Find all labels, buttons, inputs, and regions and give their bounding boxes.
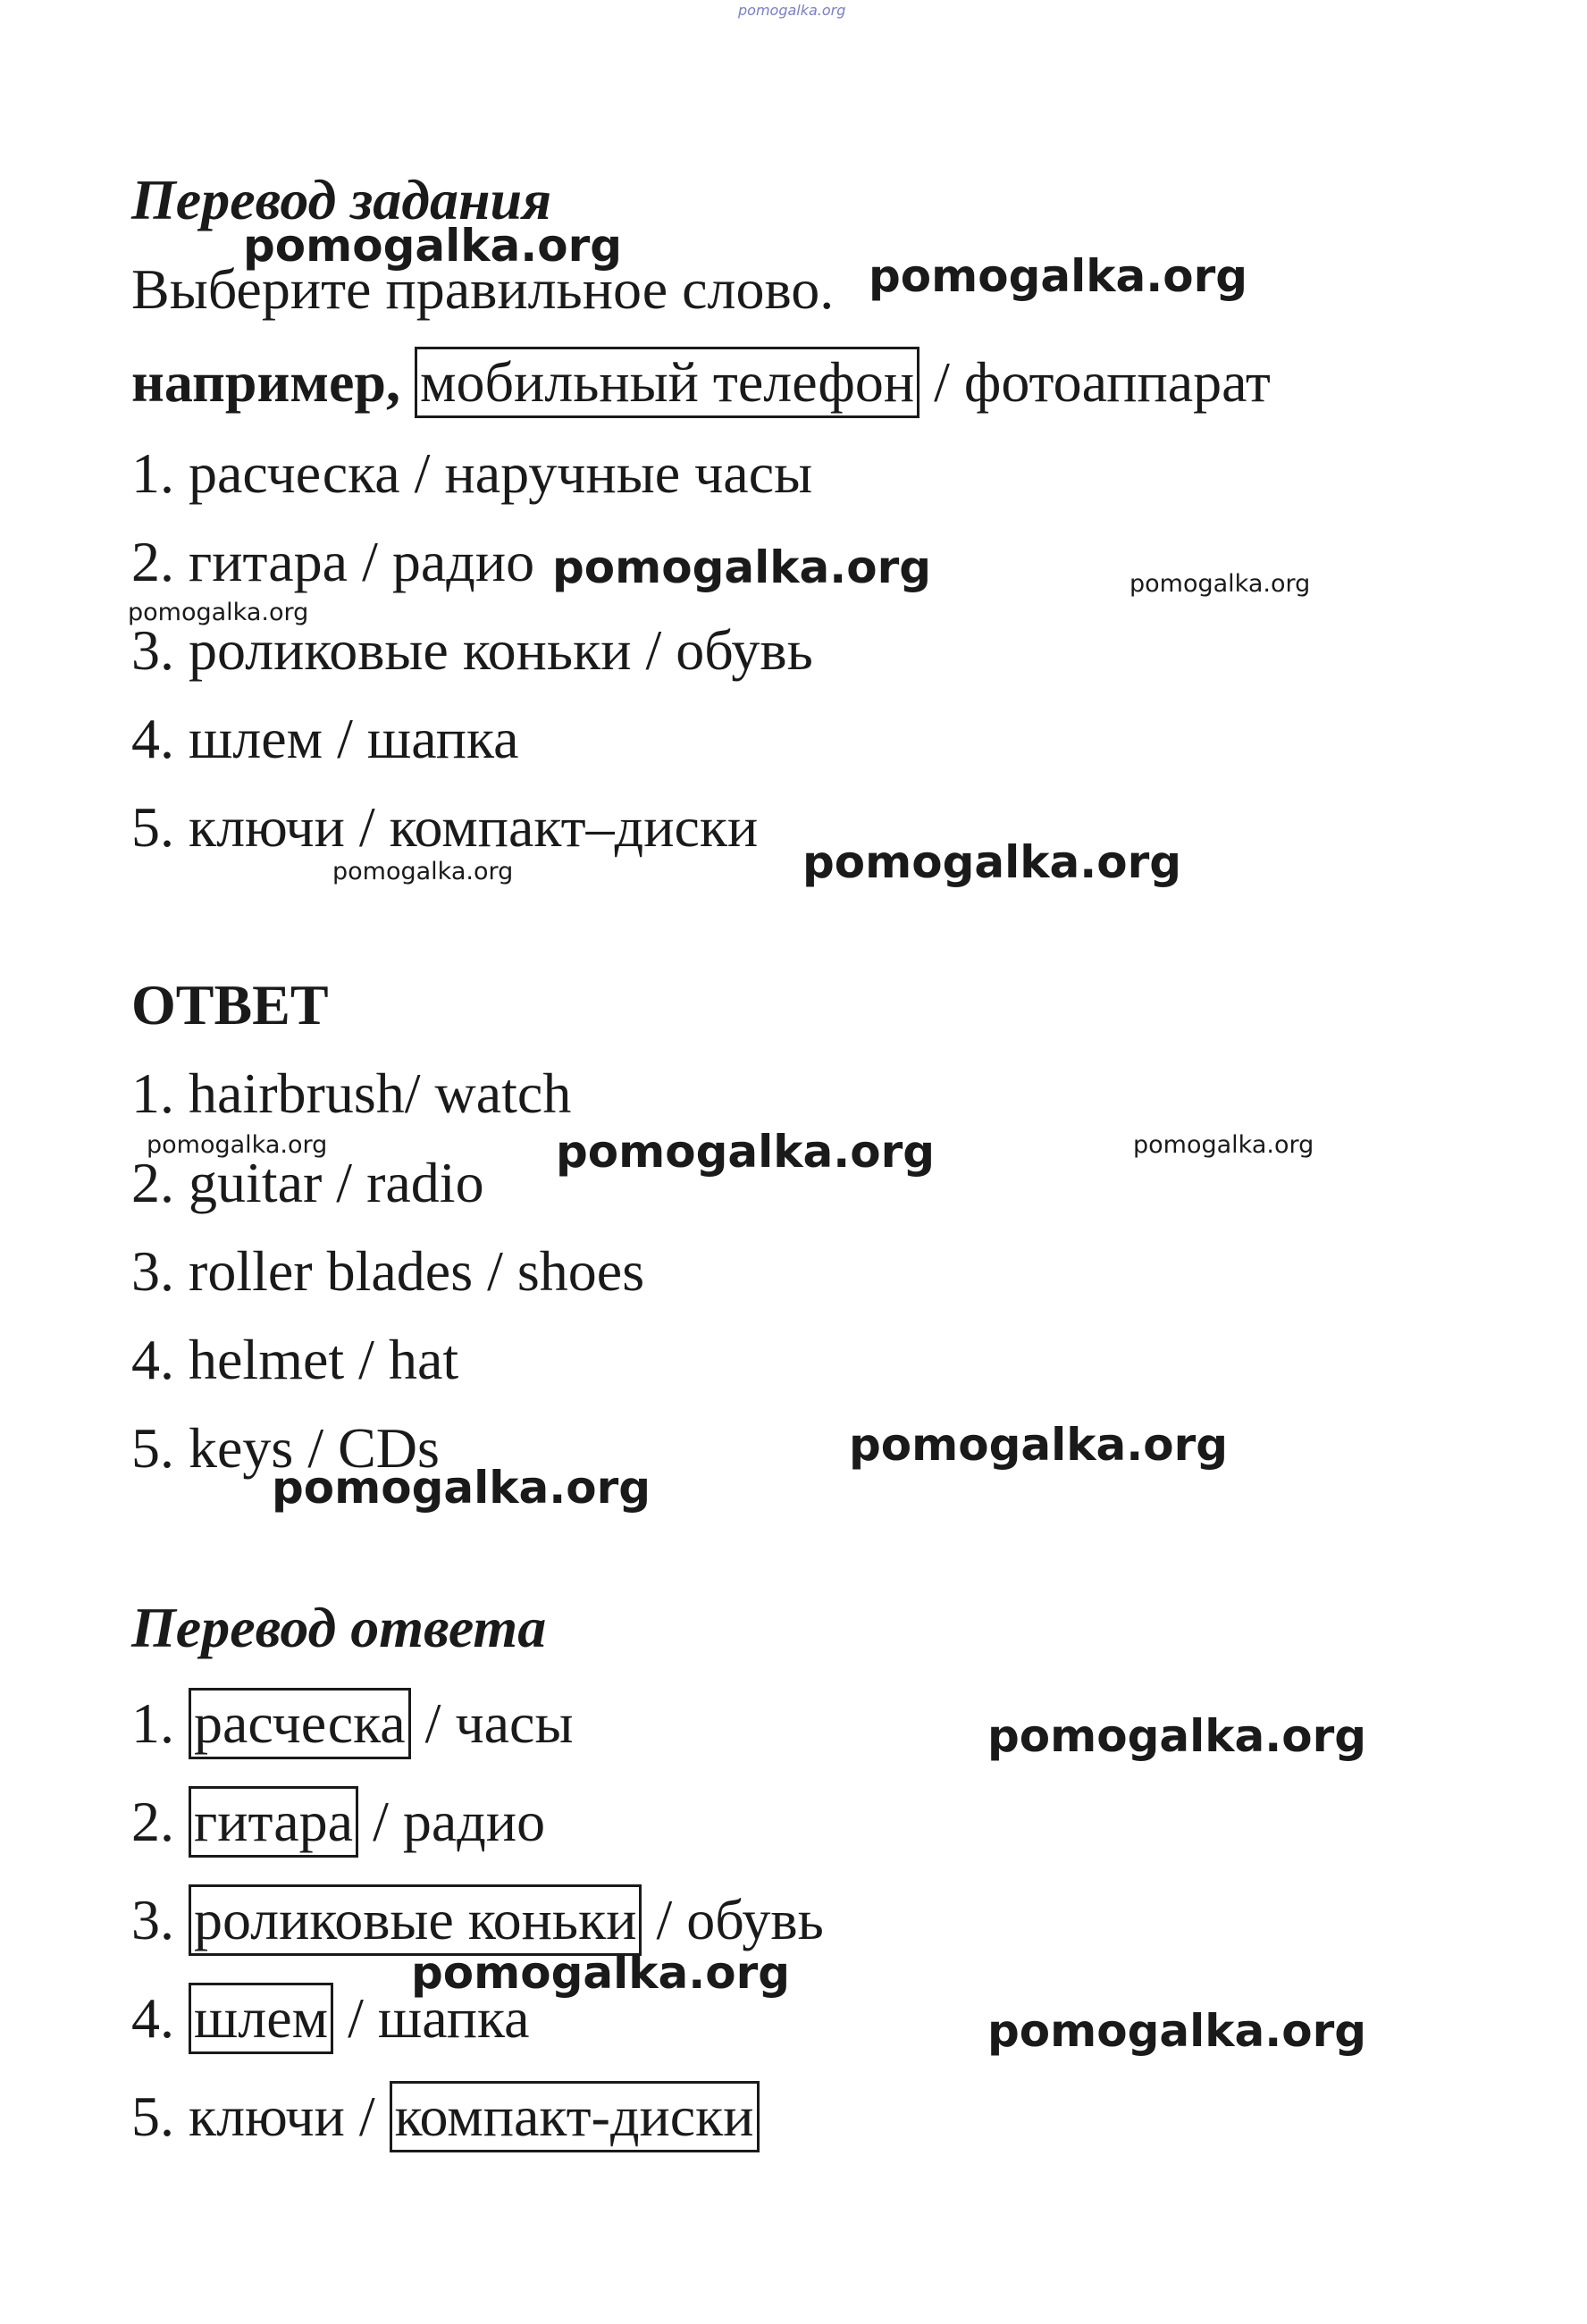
- example-prefix: например,: [131, 350, 400, 414]
- task-item-3: 3. роликовые коньки / обувь: [131, 618, 813, 682]
- top-watermark: pomogalka.org: [738, 2, 846, 19]
- watermark: pomogalka.org: [987, 2005, 1367, 2057]
- watermark: pomogalka.org: [869, 250, 1248, 302]
- task-item-2: 2. гитара / радио: [131, 530, 535, 593]
- translation-item-2: [131, 1786, 545, 1858]
- answer-item-2: 2. guitar / radio: [131, 1151, 484, 1214]
- watermark: pomogalka.org: [552, 541, 932, 593]
- example-rest: / фотоаппарат: [919, 350, 1271, 414]
- translation-item-after: / часы: [410, 1691, 574, 1755]
- example-boxed-answer: мобильный телефон: [415, 347, 919, 418]
- translation-item-number: 1.: [131, 1691, 189, 1755]
- task-item-1: 1. расческа / наручные часы: [131, 441, 813, 505]
- translation-item-number: 3.: [131, 1888, 189, 1951]
- translation-item-boxed: компакт-диски: [390, 2081, 760, 2152]
- translation-item-number: 2.: [131, 1790, 189, 1853]
- watermark: pomogalka.org: [272, 1462, 651, 1514]
- task-item-5: 5. ключи / компакт–диски: [131, 795, 759, 859]
- watermark: pomogalka.org: [987, 1710, 1367, 1762]
- translation-item-boxed: роликовые коньки: [189, 1884, 642, 1956]
- watermark: pomogalka.org: [128, 599, 309, 626]
- answer-item-3: 3. roller blades / shoes: [131, 1239, 645, 1303]
- task-instruction: Выберите правильное слово.: [131, 257, 835, 321]
- watermark: pomogalka.org: [243, 220, 623, 272]
- watermark: pomogalka.org: [411, 1947, 791, 1999]
- translation-item-number: 5.: [131, 2085, 189, 2148]
- answer-item-1: 1. hairbrush/ watch: [131, 1061, 572, 1125]
- translation-item-boxed: шлем: [189, 1983, 333, 2054]
- watermark: pomogalka.org: [802, 836, 1182, 888]
- translation-item-5: [131, 2081, 760, 2152]
- translation-item-after: / шапка: [333, 1986, 530, 2050]
- watermark: pomogalka.org: [556, 1126, 936, 1178]
- translation-item-after: / радио: [358, 1790, 546, 1853]
- answer-item-4: 4. helmet / hat: [131, 1328, 459, 1391]
- translation-item-before: ключи /: [189, 2085, 390, 2148]
- translation-item-boxed: расческа: [189, 1688, 411, 1759]
- translation-item-1: [131, 1688, 573, 1759]
- watermark: pomogalka.org: [332, 858, 514, 885]
- translation-item-after: / обувь: [642, 1888, 824, 1951]
- watermark: pomogalka.org: [147, 1131, 328, 1159]
- task-heading: Перевод задания: [131, 168, 552, 231]
- translation-item-3: [131, 1884, 824, 1956]
- watermark: pomogalka.org: [1133, 1131, 1314, 1159]
- task-example: [131, 347, 1271, 418]
- watermark: pomogalka.org: [1129, 570, 1311, 598]
- answer-item-5: 5. keys / CDs: [131, 1416, 440, 1480]
- translation-item-number: 4.: [131, 1986, 189, 2050]
- translation-item-boxed: гитара: [189, 1786, 358, 1858]
- answer-translation-heading: Перевод ответа: [131, 1596, 547, 1659]
- task-item-4: 4. шлем / шапка: [131, 707, 519, 770]
- watermark: pomogalka.org: [849, 1419, 1229, 1471]
- answer-heading: ОТВЕТ: [131, 973, 329, 1036]
